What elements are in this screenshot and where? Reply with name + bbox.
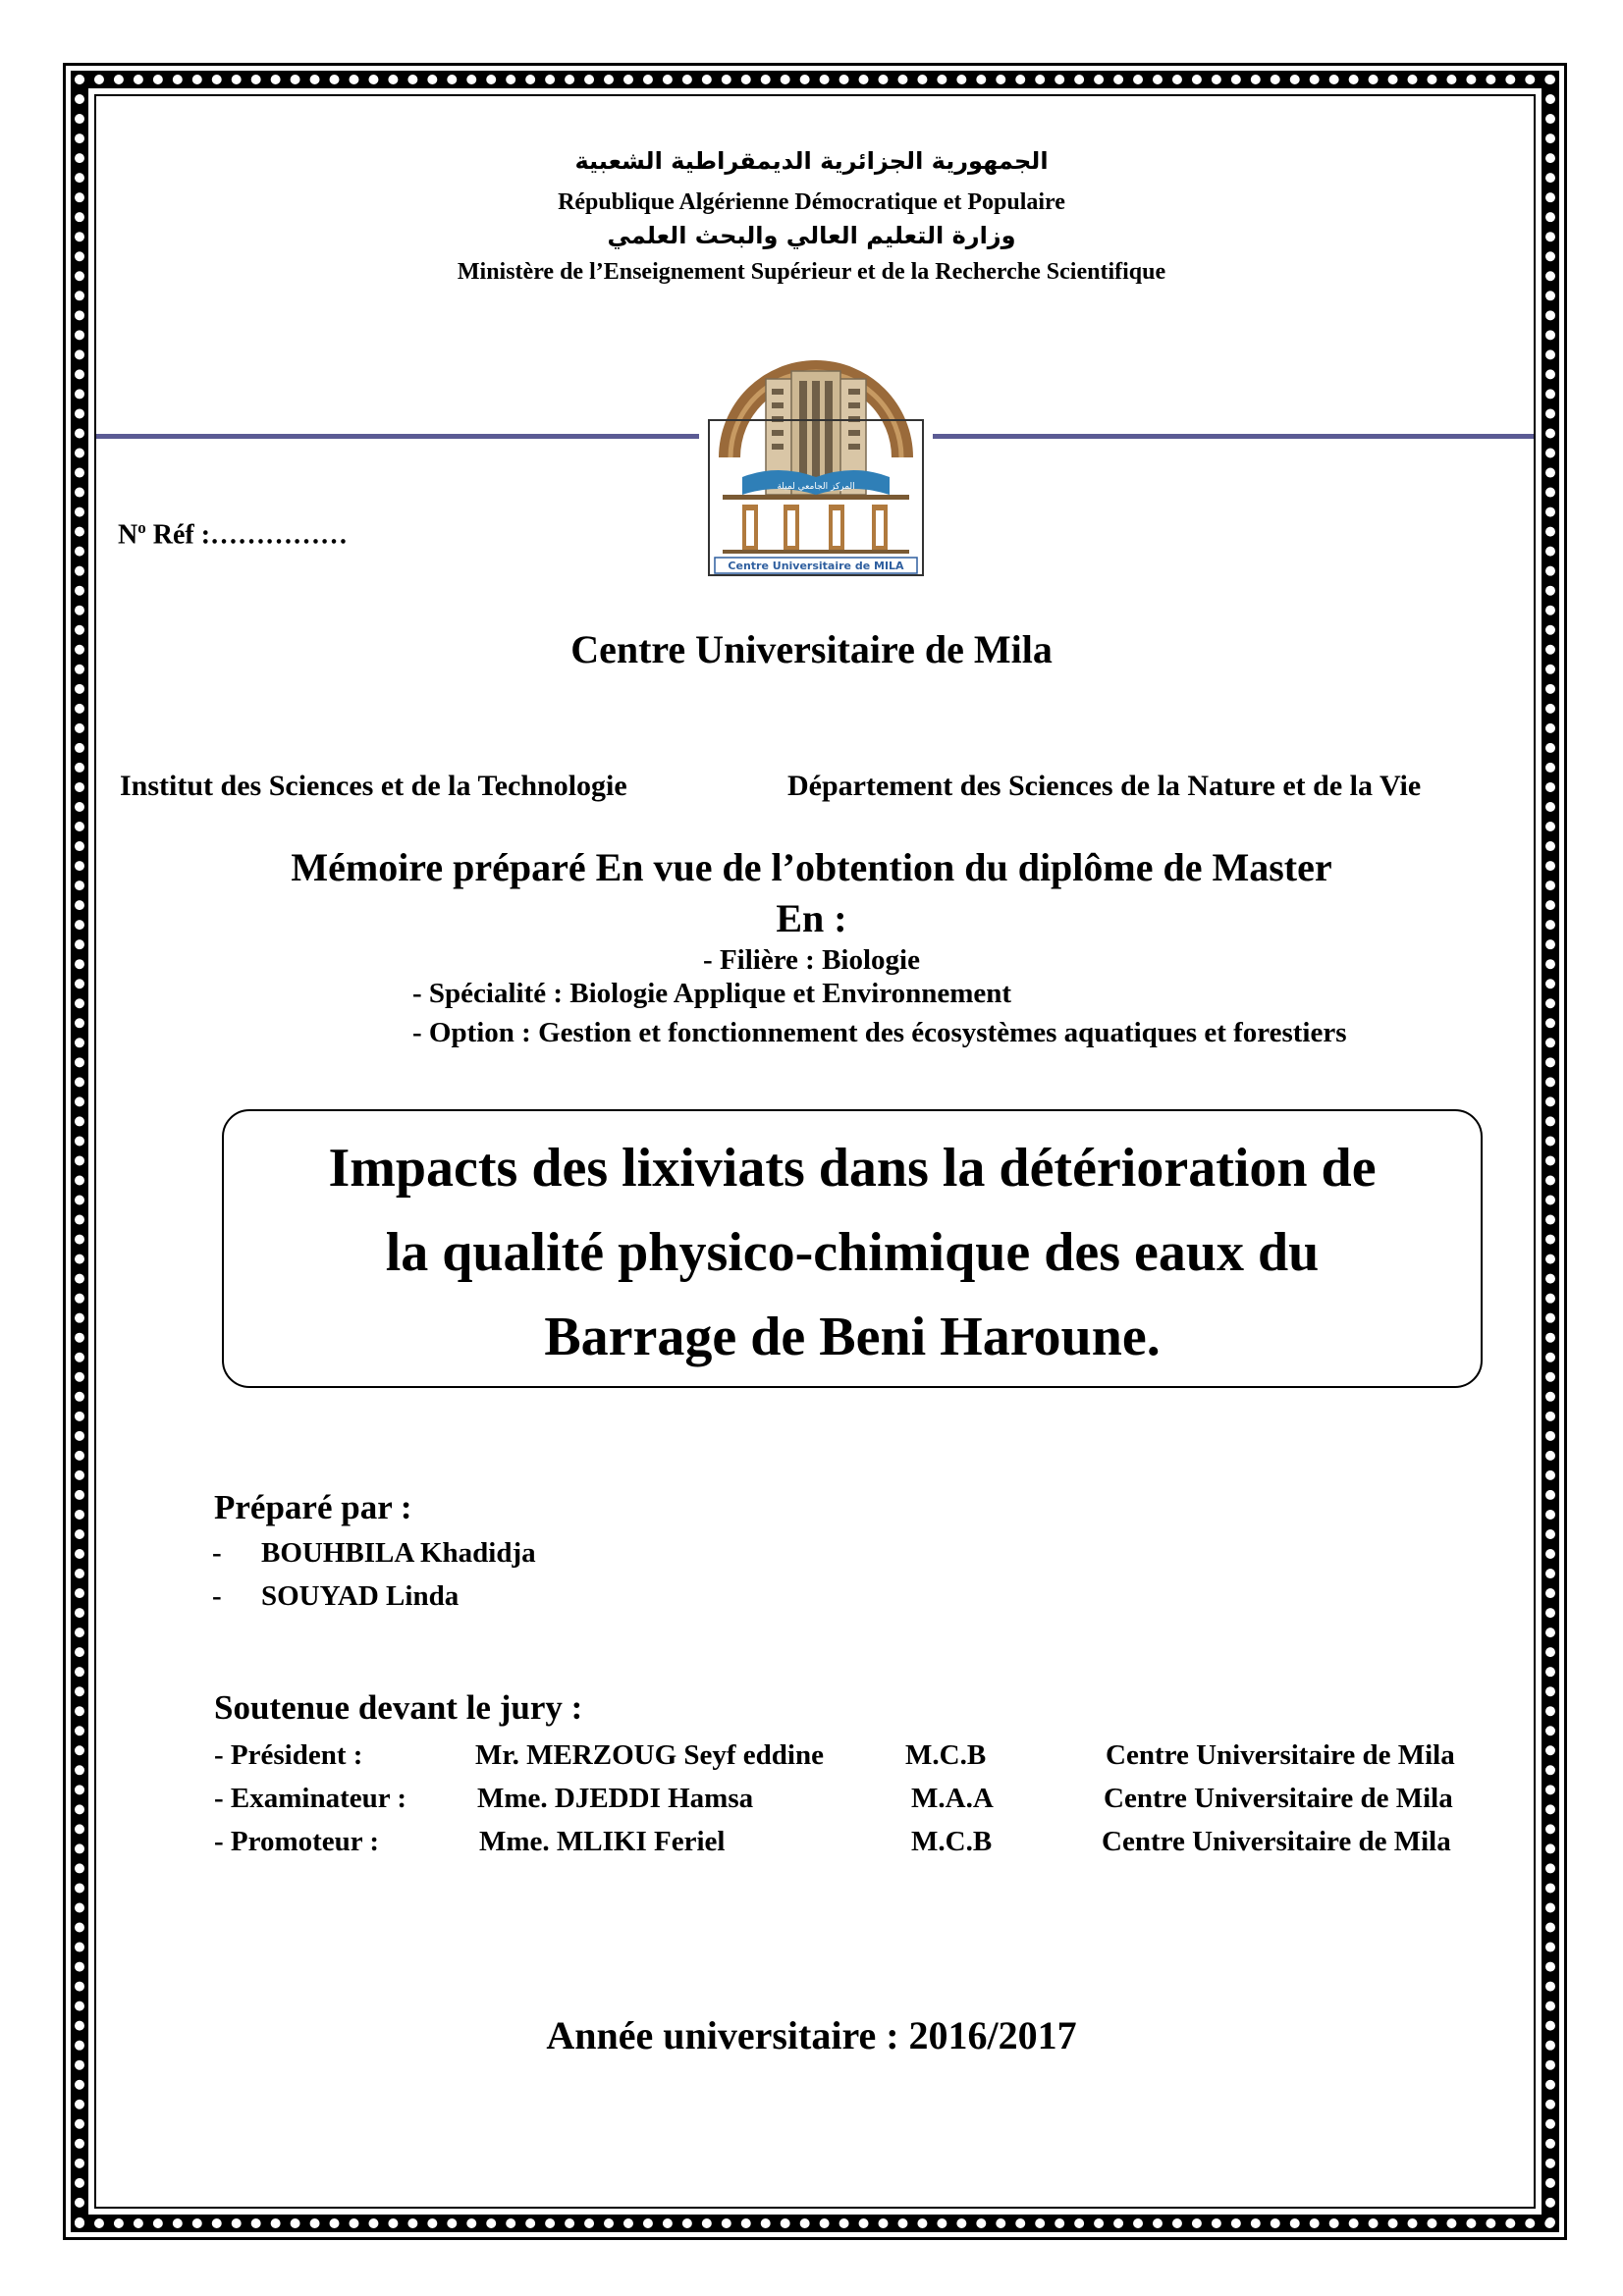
jury-grade: M.C.B xyxy=(905,1739,987,1771)
specialite: - Spécialité : Biologie Applique et Environnement xyxy=(412,978,1012,1009)
arabic-republic-title: الجمهورية الجزائرية الديمقراطية الشعبية xyxy=(574,147,1049,175)
jury-role: - Examinateur : xyxy=(214,1783,407,1814)
jury-name: Mr. MERZOUG Seyf eddine xyxy=(475,1739,824,1771)
option: - Option : Gestion et fonctionnement des écosystèmes aquatiques et forestiers xyxy=(412,1017,1347,1048)
thesis-title-line-2: la qualité physico-chimique des eaux du xyxy=(385,1222,1320,1283)
header-rule-right xyxy=(933,434,1534,439)
reference-number: $N^o$ Réf :…………… xyxy=(118,518,349,551)
thesis-title-line-1: Impacts des lixiviats dans la détérioration de xyxy=(328,1138,1377,1199)
jury-name: Mme. DJEDDI Hamsa xyxy=(477,1783,754,1814)
filiere: - Filière : Biologie xyxy=(703,944,920,976)
jury-role: - Promoteur : xyxy=(214,1826,380,1857)
university-logo xyxy=(707,342,925,577)
prepared-by-heading: Préparé par : xyxy=(214,1488,412,1526)
author-name: BOUHBILA Khadidja xyxy=(261,1537,536,1569)
institute-name: Institut des Sciences et de la Technologie xyxy=(120,770,627,802)
department-name: Département des Sciences de la Nature et de la Vie xyxy=(787,770,1422,802)
author-dash: - xyxy=(212,1580,222,1612)
institution-name: Centre Universitaire de Mila xyxy=(570,627,1053,671)
academic-year: Année universitaire : 2016/2017 xyxy=(546,2013,1077,2057)
author-dash: - xyxy=(212,1537,222,1569)
republic-title: République Algérienne Démocratique et Populaire xyxy=(558,189,1065,215)
degree-en: En : xyxy=(776,896,847,940)
arabic-ministry-title: وزارة التعليم العالي والبحث العلمي xyxy=(607,222,1016,249)
jury-institution: Centre Universitaire de Mila xyxy=(1102,1826,1451,1857)
jury-institution: Centre Universitaire de Mila xyxy=(1106,1739,1455,1771)
author-name: SOUYAD Linda xyxy=(261,1580,460,1612)
jury-heading: Soutenue devant le jury : xyxy=(214,1688,583,1727)
jury-name: Mme. MLIKI Feriel xyxy=(479,1826,726,1857)
jury-institution: Centre Universitaire de Mila xyxy=(1104,1783,1453,1814)
jury-grade: M.C.B xyxy=(911,1826,993,1857)
logo-caption: Centre Universitaire de MILA xyxy=(728,560,904,572)
thesis-title-line-3: Barrage de Beni Haroune. xyxy=(544,1307,1161,1367)
logo-arabic-caption: المركز الجامعي لميلة xyxy=(777,482,855,492)
ministry-title: Ministère de l’Enseignement Supérieur et de la Recherche Scientifique xyxy=(457,259,1166,285)
jury-role: - Président : xyxy=(214,1739,363,1771)
degree-line: Mémoire préparé En vue de l’obtention du diplôme de Master xyxy=(291,845,1332,889)
jury-grade: M.A.A xyxy=(911,1783,994,1814)
header-rule-left xyxy=(96,434,699,439)
